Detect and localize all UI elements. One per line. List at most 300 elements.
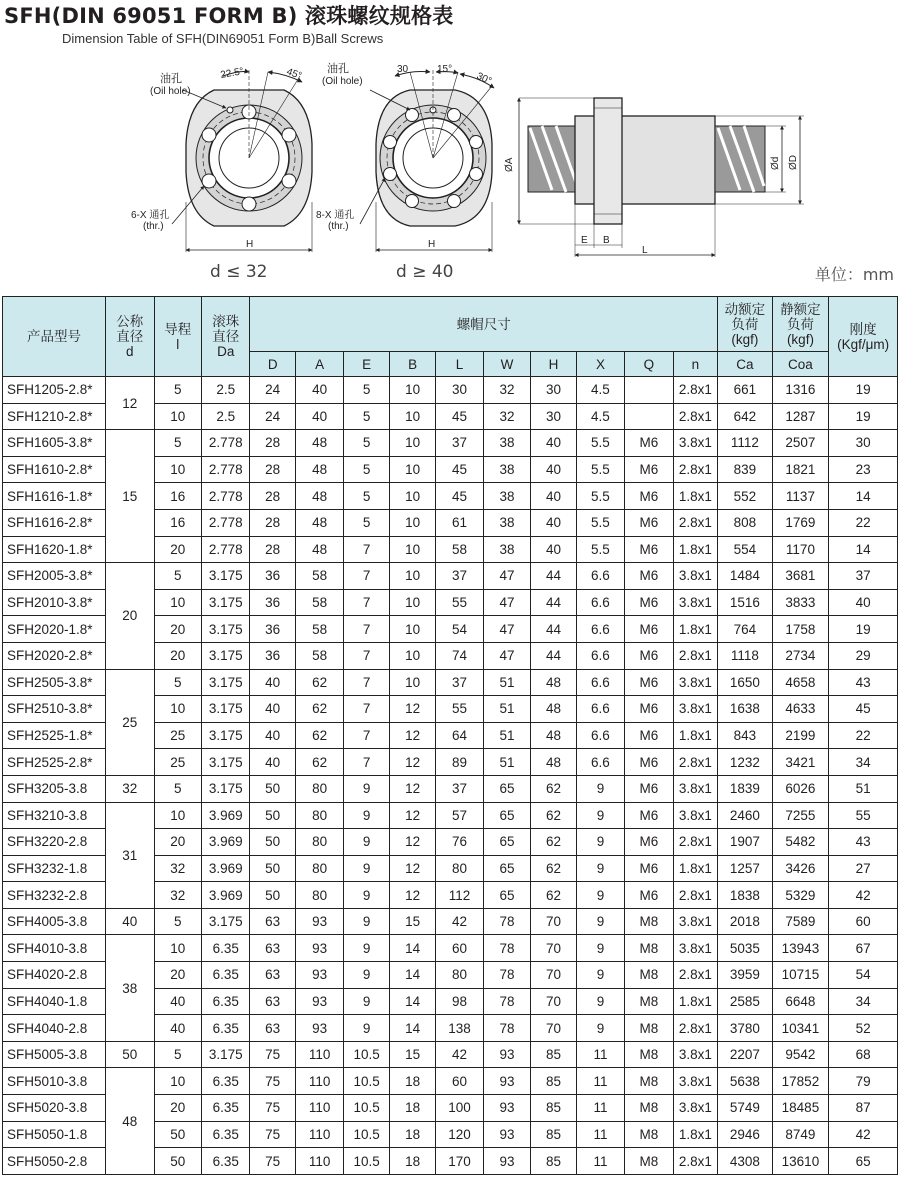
value-cell: 18 [389,1148,435,1175]
middle-hole-en-label: (thr.) [328,221,349,232]
value-cell: 1287 [772,403,829,430]
value-cell: 9 [344,855,389,882]
value-cell: 9 [344,962,389,989]
value-cell: 10.5 [344,1068,389,1095]
left-dim-h: H [246,239,254,250]
value-cell: 37 [829,563,898,590]
value-cell: 40 [250,749,295,776]
subheader-b: B [389,352,435,377]
value-cell: 3.175 [201,775,249,802]
model-cell: SFH5005-3.8 [3,1041,106,1068]
value-cell: 93 [483,1148,530,1175]
value-cell: 9 [344,829,389,856]
value-cell: 5 [154,563,201,590]
value-cell: 24 [250,377,295,404]
value-cell: 18 [389,1068,435,1095]
value-cell: 3.175 [201,1041,249,1068]
value-cell: 661 [718,377,773,404]
value-cell: 17852 [772,1068,829,1095]
value-cell: M6 [625,855,673,882]
value-cell: 12 [389,775,435,802]
value-cell: 37 [436,563,483,590]
value-cell: 9 [576,988,624,1015]
value-cell: 2507 [772,430,829,457]
value-cell: 11 [576,1121,624,1148]
value-cell: 78 [483,935,530,962]
value-cell: 38 [483,509,530,536]
value-cell: 5 [154,669,201,696]
model-cell: SFH3220-2.8 [3,829,106,856]
value-cell: 2.778 [201,430,249,457]
value-cell: 14 [829,536,898,563]
value-cell: 36 [250,616,295,643]
value-cell: 47 [483,589,530,616]
value-cell: 62 [295,749,343,776]
value-cell: 93 [483,1095,530,1122]
middle-hole-cn-label: 8-X 通孔 [316,210,355,221]
value-cell: 3.8x1 [673,430,717,457]
value-cell: 552 [718,483,773,510]
value-cell: 80 [436,962,483,989]
nominal-diameter-cell: 31 [106,802,154,908]
value-cell: 7 [344,589,389,616]
value-cell: 93 [483,1068,530,1095]
value-cell: 38 [483,483,530,510]
value-cell: 25 [154,749,201,776]
table-row [3,908,898,935]
value-cell: 3.175 [201,589,249,616]
value-cell: 85 [531,1041,576,1068]
value-cell: 1758 [772,616,829,643]
value-cell: 93 [295,1015,343,1042]
value-cell: 5482 [772,829,829,856]
value-cell: 7 [344,696,389,723]
value-cell: 6.6 [576,749,624,776]
value-cell: 5329 [772,882,829,909]
value-cell: 5 [154,430,201,457]
value-cell: 70 [531,935,576,962]
value-cell: 28 [250,536,295,563]
subheader-l: L [436,352,483,377]
value-cell: 36 [250,642,295,669]
nominal-diameter-cell: 40 [106,908,154,935]
value-cell: 1.8x1 [673,616,717,643]
value-cell: 51 [483,696,530,723]
value-cell: 2.8x1 [673,829,717,856]
value-cell: 45 [436,403,483,430]
value-cell: 8749 [772,1121,829,1148]
value-cell: 68 [829,1041,898,1068]
value-cell: M8 [625,962,673,989]
side-dim-b: B [603,235,610,246]
value-cell: 62 [295,722,343,749]
value-cell: 12 [389,882,435,909]
value-cell: M6 [625,616,673,643]
value-cell: 40 [295,403,343,430]
value-cell: 3.175 [201,696,249,723]
value-cell: 40 [829,589,898,616]
value-cell: 50 [250,829,295,856]
value-cell: 40 [250,722,295,749]
value-cell: 100 [436,1095,483,1122]
value-cell: 10 [389,483,435,510]
subheader-x: X [576,352,624,377]
value-cell: 3.8x1 [673,696,717,723]
value-cell: 40 [531,509,576,536]
value-cell: 22 [829,722,898,749]
value-cell: 40 [531,483,576,510]
value-cell: 2.8x1 [673,962,717,989]
value-cell: 50 [154,1121,201,1148]
model-cell: SFH3232-1.8 [3,855,106,882]
value-cell: 5 [344,430,389,457]
value-cell: 6.6 [576,642,624,669]
value-cell: 1232 [718,749,773,776]
value-cell: 51 [483,669,530,696]
value-cell: 9 [344,988,389,1015]
value-cell: 1112 [718,430,773,457]
value-cell: 5.5 [576,536,624,563]
value-cell: 10 [389,377,435,404]
value-cell: 30 [531,403,576,430]
value-cell: 3.175 [201,616,249,643]
subheader-ca: Ca [718,352,773,377]
value-cell: 9 [576,935,624,962]
header-ball: 滚珠 直径 Da [201,297,249,377]
value-cell: 1.8x1 [673,1121,717,1148]
value-cell: 47 [483,642,530,669]
value-cell: 10 [389,509,435,536]
value-cell: 10.5 [344,1095,389,1122]
value-cell: 36 [250,563,295,590]
value-cell: 25 [154,722,201,749]
value-cell: 60 [829,908,898,935]
value-cell: 93 [483,1041,530,1068]
model-cell: SFH2010-3.8* [3,589,106,616]
value-cell: 19 [829,377,898,404]
value-cell: 28 [250,483,295,510]
value-cell: 51 [829,775,898,802]
value-cell: 2.8x1 [673,1015,717,1042]
value-cell: 80 [295,829,343,856]
table-row [3,377,898,404]
value-cell: 5.5 [576,430,624,457]
value-cell: 85 [531,1095,576,1122]
value-cell: 57 [436,802,483,829]
nominal-diameter-cell: 32 [106,775,154,802]
value-cell: 3833 [772,589,829,616]
left-angle-2: 45° [284,66,303,82]
value-cell: 30 [829,430,898,457]
page-subtitle: Dimension Table of SFH(DIN69051 Form B)Ball Screws [62,31,384,46]
value-cell: 54 [829,962,898,989]
value-cell: 6.35 [201,988,249,1015]
value-cell: 11 [576,1068,624,1095]
value-cell: 63 [250,962,295,989]
value-cell: 110 [295,1068,343,1095]
table-row [3,669,898,696]
value-cell: 98 [436,988,483,1015]
value-cell: 10 [389,616,435,643]
value-cell: 40 [295,377,343,404]
model-cell: SFH4040-2.8 [3,1015,106,1042]
value-cell: 3.8x1 [673,589,717,616]
value-cell: 2.8x1 [673,749,717,776]
value-cell: 62 [531,855,576,882]
value-cell: 9 [344,935,389,962]
value-cell: 120 [436,1121,483,1148]
value-cell: 80 [295,775,343,802]
value-cell: 3.175 [201,722,249,749]
value-cell: 51 [483,749,530,776]
value-cell: 70 [531,1015,576,1042]
value-cell: 42 [436,908,483,935]
value-cell: M8 [625,908,673,935]
value-cell: 10 [154,456,201,483]
value-cell: 6.6 [576,616,624,643]
value-cell: 10 [389,430,435,457]
value-cell: 808 [718,509,773,536]
value-cell: 6.6 [576,722,624,749]
value-cell: M8 [625,1068,673,1095]
value-cell: 18 [389,1095,435,1122]
value-cell: 3780 [718,1015,773,1042]
header-rigidity: 刚度 (Kgf/μm) [829,297,898,377]
value-cell [625,403,673,430]
value-cell: 12 [389,802,435,829]
value-cell: 80 [295,802,343,829]
value-cell: 1638 [718,696,773,723]
value-cell: M6 [625,775,673,802]
value-cell: 80 [436,855,483,882]
middle-dim-h: H [428,239,436,250]
model-cell: SFH1605-3.8* [3,430,106,457]
value-cell: 3.175 [201,642,249,669]
value-cell: 12 [389,829,435,856]
value-cell: 70 [531,908,576,935]
value-cell: 89 [436,749,483,776]
value-cell: 40 [531,536,576,563]
value-cell: 27 [829,855,898,882]
value-cell: 48 [531,696,576,723]
value-cell: 1137 [772,483,829,510]
value-cell: 37 [436,669,483,696]
value-cell: 3.175 [201,908,249,935]
value-cell: 63 [250,908,295,935]
value-cell: 10 [389,536,435,563]
value-cell: 6.6 [576,696,624,723]
middle-condition-label: d ≥ 40 [396,262,454,282]
value-cell: 75 [250,1068,295,1095]
value-cell: 85 [531,1068,576,1095]
value-cell: 2585 [718,988,773,1015]
value-cell: M6 [625,563,673,590]
value-cell: 9 [344,1015,389,1042]
value-cell: 20 [154,616,201,643]
nominal-diameter-cell: 15 [106,430,154,563]
value-cell: 93 [295,962,343,989]
value-cell: M6 [625,696,673,723]
value-cell: 642 [718,403,773,430]
left-condition-label: d ≤ 32 [210,262,268,282]
value-cell: M6 [625,589,673,616]
value-cell: 15 [389,908,435,935]
value-cell: 18485 [772,1095,829,1122]
value-cell: 50 [250,775,295,802]
value-cell: 9 [576,908,624,935]
model-cell: SFH4040-1.8 [3,988,106,1015]
value-cell: 50 [154,1148,201,1175]
model-cell: SFH4010-3.8 [3,935,106,962]
value-cell: 58 [295,616,343,643]
value-cell: M8 [625,1095,673,1122]
value-cell: 44 [531,616,576,643]
left-hole-en-label: (thr.) [143,221,164,232]
value-cell: 3.969 [201,829,249,856]
value-cell: 9 [576,962,624,989]
value-cell: 78 [483,908,530,935]
table-row [3,430,898,457]
value-cell: 10 [389,403,435,430]
value-cell: M6 [625,882,673,909]
value-cell: 45 [436,456,483,483]
value-cell: 6.6 [576,669,624,696]
value-cell: 62 [531,775,576,802]
value-cell: 1839 [718,775,773,802]
value-cell: 1316 [772,377,829,404]
value-cell: 32 [483,377,530,404]
value-cell: 6.35 [201,962,249,989]
value-cell: 2946 [718,1121,773,1148]
value-cell: 1907 [718,829,773,856]
value-cell: 1.8x1 [673,722,717,749]
value-cell: 9 [344,908,389,935]
value-cell: 839 [718,456,773,483]
value-cell: 42 [829,882,898,909]
value-cell: M6 [625,669,673,696]
value-cell: 2.778 [201,483,249,510]
value-cell: 3.8x1 [673,1041,717,1068]
value-cell: M8 [625,1121,673,1148]
value-cell: 2.8x1 [673,882,717,909]
spec-table-body [3,377,898,1175]
value-cell: 67 [829,935,898,962]
model-cell: SFH1210-2.8* [3,403,106,430]
value-cell: 10 [389,642,435,669]
middle-oil-hole-cn-label: 油孔 [327,63,349,75]
nominal-diameter-cell: 50 [106,1041,154,1068]
left-oil-hole-cn-label: 油孔 [160,73,182,85]
side-dim-d-large: ØD [788,155,799,170]
nominal-diameter-cell: 12 [106,377,154,430]
value-cell: 28 [250,509,295,536]
value-cell: 34 [829,988,898,1015]
value-cell: 3959 [718,962,773,989]
value-cell: 55 [829,802,898,829]
value-cell: 5.5 [576,483,624,510]
value-cell: 2.778 [201,509,249,536]
value-cell: 13610 [772,1148,829,1175]
value-cell: 10 [389,669,435,696]
header-model: 产品型号 [3,297,106,377]
value-cell: 3426 [772,855,829,882]
value-cell: 78 [483,962,530,989]
side-view [519,98,804,257]
value-cell: 62 [295,669,343,696]
value-cell: 44 [531,642,576,669]
value-cell: 78 [483,988,530,1015]
value-cell: 6.35 [201,935,249,962]
value-cell: 138 [436,1015,483,1042]
value-cell: 10 [389,563,435,590]
value-cell: 12 [389,722,435,749]
value-cell: 5 [344,483,389,510]
model-cell: SFH4020-2.8 [3,962,106,989]
table-row [3,775,898,802]
header-dynamic: 动额定 负荷 (kgf) [718,297,773,352]
model-cell: SFH3232-2.8 [3,882,106,909]
value-cell: 3421 [772,749,829,776]
value-cell: 62 [295,696,343,723]
value-cell: 48 [295,536,343,563]
value-cell: 20 [154,829,201,856]
value-cell: 51 [483,722,530,749]
value-cell: 3.8x1 [673,802,717,829]
value-cell: 63 [250,988,295,1015]
value-cell: 10 [154,1068,201,1095]
model-cell: SFH2020-2.8* [3,642,106,669]
value-cell: M8 [625,1015,673,1042]
value-cell: 9 [344,802,389,829]
value-cell: 4633 [772,696,829,723]
value-cell: 7589 [772,908,829,935]
value-cell: M8 [625,988,673,1015]
value-cell: M6 [625,642,673,669]
subheader-n: n [673,352,717,377]
value-cell: 32 [483,403,530,430]
model-cell: SFH4005-3.8 [3,908,106,935]
value-cell: 5 [344,509,389,536]
value-cell: 7255 [772,802,829,829]
value-cell: M6 [625,829,673,856]
value-cell: 58 [295,642,343,669]
value-cell: 5 [344,403,389,430]
value-cell: 2.8x1 [673,642,717,669]
value-cell: 48 [295,430,343,457]
subheader-w: W [483,352,530,377]
value-cell: 9 [576,1015,624,1042]
value-cell: 48 [295,483,343,510]
middle-angle-2: 15° [437,64,453,75]
nominal-diameter-cell: 25 [106,669,154,775]
value-cell: 10715 [772,962,829,989]
value-cell: 2.5 [201,403,249,430]
value-cell: 19 [829,616,898,643]
value-cell: 54 [436,616,483,643]
value-cell: 2734 [772,642,829,669]
value-cell: 62 [531,829,576,856]
value-cell: 170 [436,1148,483,1175]
value-cell: 3.8x1 [673,908,717,935]
value-cell: 85 [531,1121,576,1148]
value-cell: 7 [344,749,389,776]
value-cell: 3.175 [201,563,249,590]
value-cell: 11 [576,1041,624,1068]
table-row [3,1068,898,1095]
model-cell: SFH2525-1.8* [3,722,106,749]
nominal-diameter-cell: 20 [106,563,154,669]
value-cell: 55 [436,696,483,723]
